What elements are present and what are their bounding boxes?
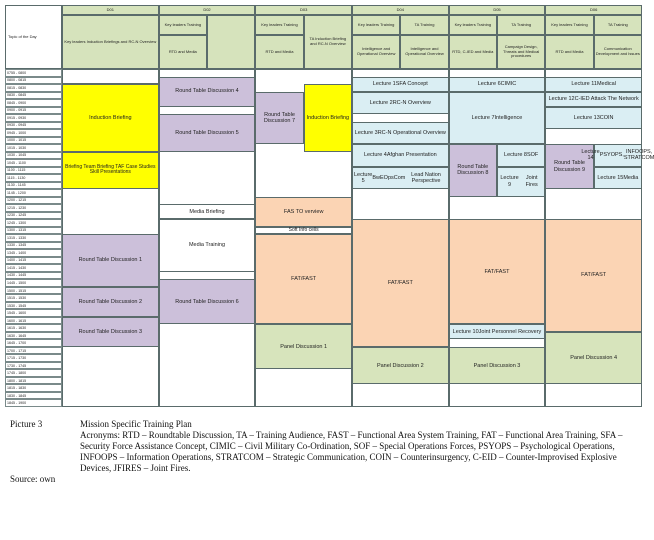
time-slot: 1345 - 1400 [5, 249, 62, 257]
block-d4-fat-fast: FAT/FAST [352, 219, 449, 347]
caption-title: Mission Specific Training Plan [80, 419, 192, 429]
block-d6-lecture12: Lecture 12 C-IED Attack The Network [545, 92, 642, 107]
block-d3-induction: Induction Briefing [304, 84, 352, 152]
day-header-6: D06 [545, 5, 642, 15]
caption-acronyms: Acronyms: RTD – Roundtable Discussion, TA – Training Audience, FAST – Functional Area System Training, FAT – Functional Area Training, SFA – Security Force Assistance Concept, CIMIC – Civil Military Co-Ordination, SOF – Special Operations Forces, PSYOPS – Psychological Operations, INFOOPS – Information Operations, STRATCOM – Strategic Communication, COIN – Counterinsurgency, C-EID – Counter-Improvised Explosive Devices, JFIRES – Joint Fires. [80, 430, 623, 473]
block-d5-fat-fast: FAT/FAST [449, 219, 546, 324]
time-slot: 1415 - 1430 [5, 264, 62, 272]
block-d3-rtd7: Round Table Discussion 7 [255, 92, 303, 145]
day6-key-leaders: Key leaders Training [545, 15, 593, 35]
block-d6-rtd9: Round Table Discussion 9 [545, 144, 593, 189]
block-d2-media-briefing: Media Briefing [159, 204, 256, 219]
block-d1-rtd2: Round Table Discussion 2 [62, 287, 159, 317]
day-header-1: D01 [62, 5, 159, 15]
time-slot: 1500 - 1515 [5, 287, 62, 295]
time-slot: 0830 - 0845 [5, 92, 62, 100]
time-slot: 1045 - 1100 [5, 159, 62, 167]
block-d1-induction: Induction Briefing [62, 84, 159, 152]
day4-key-leaders-topic: Intelligence and Operational Overview [352, 35, 400, 69]
time-slot: 1715 - 1730 [5, 354, 62, 362]
time-slot: 1245 - 1300 [5, 219, 62, 227]
day1-subheader: Key leaders Induction Briefings and RC-N Overview [62, 15, 159, 69]
block-d3-panel1: Panel Discussion 1 [255, 324, 352, 369]
time-slot: 1215 - 1230 [5, 204, 62, 212]
day5-key-leaders-topic: RTD, C-IED and Media [449, 35, 497, 69]
time-slot: 1845 - 1900 [5, 399, 62, 407]
time-slot: 1745 - 1800 [5, 369, 62, 377]
block-d5-lecture8: Lecture 8 SOF [497, 144, 545, 167]
time-slot: 0900 - 0915 [5, 107, 62, 115]
day-header-3: D03 [255, 5, 352, 15]
time-slot: 1115 - 1130 [5, 174, 62, 182]
block-d5-lecture9: Lecture 9 Joint Fires [497, 167, 545, 197]
block-d6-panel4: Panel Discussion 4 [545, 332, 642, 385]
block-d4-lecture3: Lecture 3 RC-N Operational Overview [352, 122, 449, 145]
block-d2-media-training: Media Training [159, 219, 256, 272]
day-header-5: D05 [449, 5, 546, 15]
time-slot: 1145 - 1200 [5, 189, 62, 197]
block-d2-rtd6: Round Table Discussion 6 [159, 279, 256, 324]
day6-ta-topic: Communication Development and Issues [594, 35, 642, 69]
time-slot: 1445 - 1500 [5, 279, 62, 287]
block-d1-briefing-team: Briefing Team Briefing TAF Case Studies Skill Presentations [62, 152, 159, 190]
day-header-4: D04 [352, 5, 449, 15]
caption-label: Picture 3 [10, 419, 43, 429]
time-slot: 0845 - 0900 [5, 99, 62, 107]
day3-key-leaders: Key leaders Training [255, 15, 303, 35]
time-slot: 1030 - 1045 [5, 152, 62, 160]
block-d6-fat-fast: FAT/FAST [545, 219, 642, 332]
day4-key-leaders: Key leaders Training [352, 15, 400, 35]
day5-key-leaders: Key leaders Training [449, 15, 497, 35]
time-slot: 1330 - 1345 [5, 242, 62, 250]
block-d4-lecture2: Lecture 2 RC-N Overview [352, 92, 449, 115]
block-d2-rtd5: Round Table Discussion 5 [159, 114, 256, 152]
day2-key-leaders-topic: RTD and Media [159, 35, 207, 69]
time-slot: 1315 - 1330 [5, 234, 62, 242]
day4-ta-training: TA Training [400, 15, 448, 35]
block-d5-rtd8: Round Table Discussion 8 [449, 144, 497, 197]
topic-of-the-day-label: Topic of the Day [5, 5, 62, 69]
time-slot: 1130 - 1145 [5, 182, 62, 190]
day5-ta-topic: Campaign Design, Threats and Medical procedures [497, 35, 545, 69]
day4-ta-topic: Intelligence and Operational Overview [400, 35, 448, 69]
time-slot: 1000 - 1015 [5, 137, 62, 145]
block-d1-empty [62, 69, 159, 84]
time-slot: 1300 - 1315 [5, 227, 62, 235]
block-d5-lecture10: Lecture 10 Joint Personnel Recovery [449, 324, 546, 339]
time-slot: 1630 - 1645 [5, 332, 62, 340]
time-slot: 0945 - 1000 [5, 129, 62, 137]
day2-key-leaders: Key leaders Training [159, 15, 207, 35]
day-header-2: D02 [159, 5, 256, 15]
time-slot: 1615 - 1630 [5, 324, 62, 332]
time-slot: 1645 - 1700 [5, 339, 62, 347]
day5-ta-training: TA Training [497, 15, 545, 35]
training-schedule-table [5, 5, 654, 407]
day6-ta-training: TA Training [594, 15, 642, 35]
time-slot: 1015 - 1030 [5, 144, 62, 152]
time-slot: 1830 - 1845 [5, 392, 62, 400]
time-slot: 1700 - 1715 [5, 347, 62, 355]
block-d5-panel3: Panel Discussion 3 [449, 347, 546, 385]
time-slot: 1100 - 1115 [5, 167, 62, 175]
time-slot: 1730 - 1745 [5, 362, 62, 370]
time-slot: 0930 - 0945 [5, 122, 62, 130]
time-slot: 0915 - 0930 [5, 114, 62, 122]
block-d1-rtd1: Round Table Discussion 1 [62, 234, 159, 287]
day3-key-leaders-topic: RTD and Media [255, 35, 303, 69]
caption-source: Source: own [10, 474, 56, 484]
block-d4-lecture1: Lecture 1 SFA Concept [352, 77, 449, 92]
block-d4-panel2: Panel Discussion 2 [352, 347, 449, 385]
time-slot: 1600 - 1615 [5, 317, 62, 325]
time-slot: 0755 - 0800 [5, 69, 62, 77]
time-slot: 1800 - 1815 [5, 377, 62, 385]
block-d6-lecture11: Lecture 11 Medical [545, 77, 642, 92]
block-d2-rtd4: Round Table Discussion 4 [159, 77, 256, 107]
block-d6-lecture15: Lecture 15 Media [594, 167, 642, 190]
time-slot: 0815 - 0830 [5, 84, 62, 92]
time-slot: 1430 - 1445 [5, 272, 62, 280]
block-d5-lecture6: Lecture 6 CIMIC [449, 77, 546, 92]
time-slot: 1815 - 1830 [5, 384, 62, 392]
block-d1-rtd3: Round Table Discussion 3 [62, 317, 159, 347]
time-slot: 1515 - 1530 [5, 294, 62, 302]
block-d4-lecture4: Lecture 4 Afghan Presentation [352, 144, 449, 167]
time-slot: 0800 - 0815 [5, 77, 62, 85]
time-slot: 1230 - 1245 [5, 212, 62, 220]
block-d3-soft-info: Soft Info cells [255, 227, 352, 235]
block-d3-fas-overview: FAS TO verview [255, 197, 352, 227]
block-d3-fat-fast: FAT/FAST [255, 234, 352, 324]
day6-key-leaders-topic: RTD and Media [545, 35, 593, 69]
block-d6-lecture13: Lecture 13 COIN [545, 107, 642, 130]
day3-ta-topic: TA Induction Briefing and RC-N Overview [304, 15, 352, 69]
block-d5-lecture7: Lecture 7 Intelligence [449, 92, 546, 145]
block-d6-lecture14: Lecture 14 PSYOPS, INFOOPS, STRATCOM [594, 144, 642, 167]
day2-extra [207, 15, 255, 69]
time-slot: 1530 - 1545 [5, 302, 62, 310]
time-slot: 1200 - 1215 [5, 197, 62, 205]
block-d4-lecture5: Lecture 5 BwEOpsCom Lead Nation Perspective [352, 167, 449, 190]
time-slot: 1545 - 1600 [5, 309, 62, 317]
time-slot: 1400 - 1415 [5, 257, 62, 265]
